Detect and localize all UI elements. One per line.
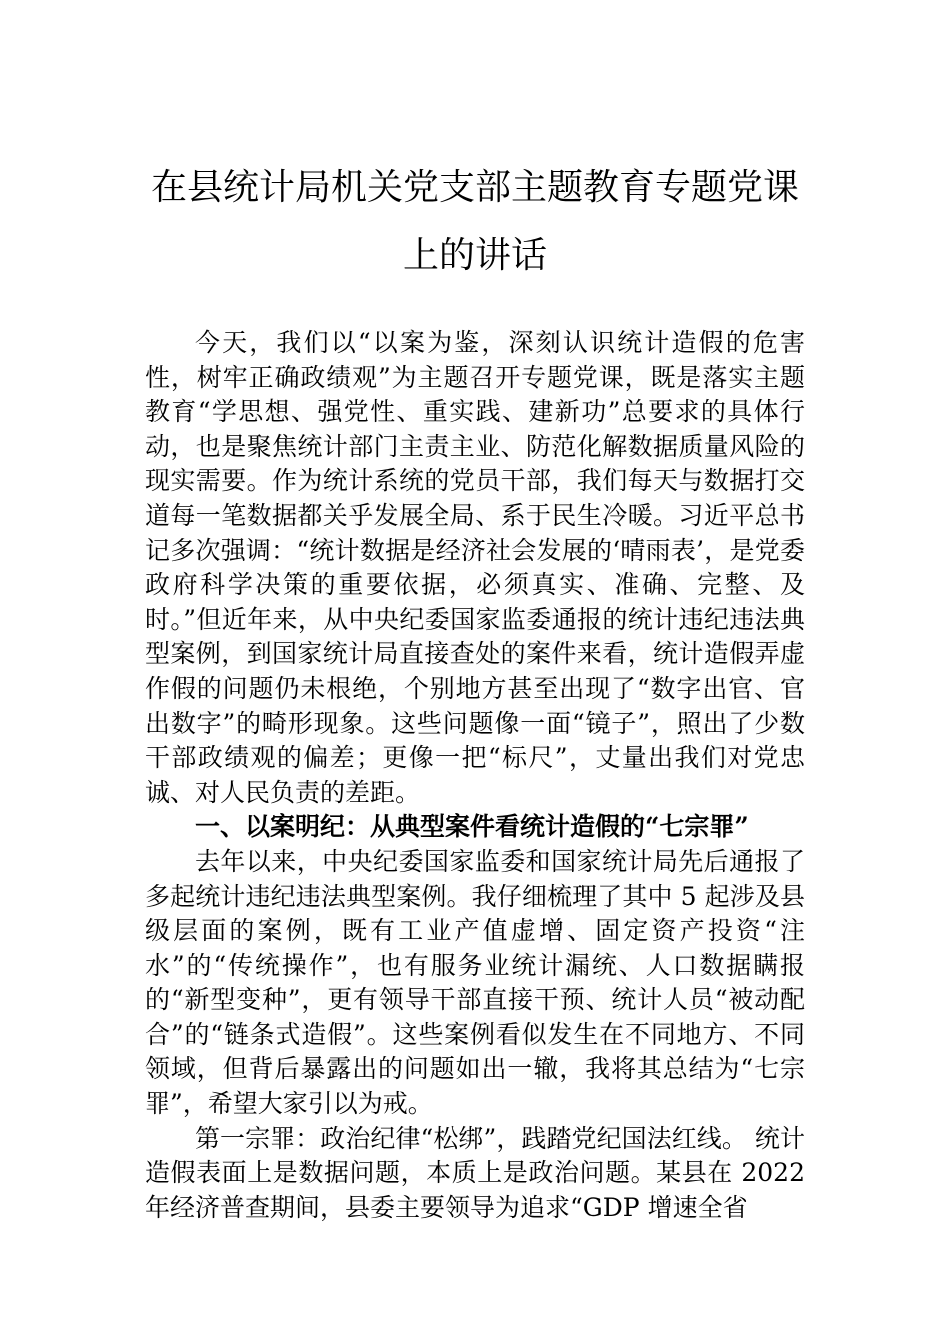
- paragraph-section-1: 去年以来，中央纪委国家监委和国家统计局先后通报了多起统计违纪违法典型案例。我仔细梳理了其中 5 起涉及县级层面的案例，既有工业产值虚增、固定资产投资“注水”的“传统操作”，也有服务业统计漏统、人口数据瞒报的“新型变种”，更有领导干部直接干预、统计人员“被动配合”的“链条式造假”。这些案例看似发生在不同地方、不同领域，但背后暴露出的问题如出一辙，我将其总结为“七宗罪”，希望大家引以为戒。: [145, 846, 805, 1119]
- paragraph-first-sin: 第一宗罪：政治纪律“松绑”，践踏党纪国法红线。 统计造假表面上是数据问题，本质上是政治问题。某县在 2022 年经济普查期间，县委主要领导为追求“GDP 增速全省: [145, 1123, 805, 1222]
- section-heading-1: 一、以案明纪：从典型案件看统计造假的“七宗罪”: [195, 812, 749, 842]
- document-body: [145, 326, 805, 1225]
- document-title-line-1: 在县统计局机关党支部主题教育专题党课: [150, 167, 799, 208]
- paragraph-intro: 今天，我们以“以案为鉴，深刻认识统计造假的危害性，树牢正确政绩观”为主题召开专题党课，既是落实主题教育“学思想、强党性、重实践、建新功”总要求的具体行动，也是聚焦统计部门主责主业、防范化解数据质量风险的现实需要。作为统计系统的党员干部，我们每天与数据打交道每一笔数据都关乎发展全局、系于民生冷暖。习近平总书记多次强调：“统计数据是经济社会发展的‘晴雨表’，是党委政府科学决策的重要依据，必须真实、准确、完整、及时。”但近年来，从中央纪委国家监委通报的统计违纪违法典型案例，到国家统计局直接查处的案件来看，统计造假弄虚作假的问题仍未根绝，个别地方甚至出现了“数字出官、官出数字”的畸形现象。这些问题像一面“镜子”，照出了少数干部政绩观的偏差；更像一把“标尺”，丈量出我们对党忠诚、对人民负责的差距。: [145, 328, 805, 807]
- document-title-line-2: 上的讲话: [402, 235, 547, 276]
